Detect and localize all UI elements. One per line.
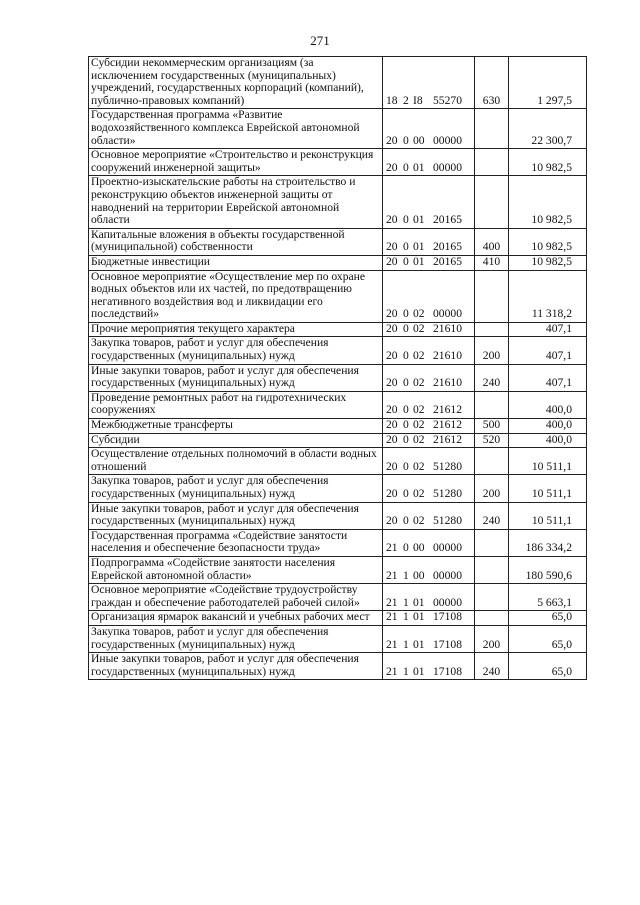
cell-c2: 1 [403, 664, 409, 678]
cell-c4: 21612 [433, 403, 462, 417]
row-target-code [383, 57, 475, 109]
row-expense-type [475, 653, 509, 680]
row-target-code [383, 653, 475, 680]
cell-name: Закупка товаров, работ и услуг для обеспечения государственных (муниципальных) нужд [91, 336, 329, 363]
cell-c1: 20 [386, 418, 398, 432]
cell-c2: 0 [403, 459, 409, 473]
row-expense-type [475, 419, 509, 434]
row-expense-type [475, 176, 509, 228]
row-amount [509, 270, 587, 322]
table-row [89, 228, 587, 255]
row-expense-type [475, 529, 509, 556]
cell-name: Иные закупки товаров, работ и услуг для обеспечения государственных (муниципальных) нужд [91, 652, 359, 678]
table-row [89, 584, 587, 611]
cell-sum: 10 982,5 [531, 254, 572, 268]
row-amount [509, 57, 587, 109]
cell-c3: 02 [413, 418, 425, 432]
row-expense-type [475, 475, 509, 502]
cell-c2: 0 [403, 487, 409, 500]
row-expense-type [475, 556, 509, 583]
row-target-code [383, 255, 475, 270]
row-target-code [383, 228, 475, 255]
cell-c4: 00000 [433, 133, 462, 147]
table-row [89, 337, 587, 364]
table-row [89, 448, 587, 475]
table-row [89, 529, 587, 556]
cell-sum: 10 982,5 [531, 160, 572, 174]
cell-c4: 21610 [433, 376, 462, 390]
row-name [89, 109, 383, 149]
cell-c3: 02 [413, 459, 425, 473]
cell-sum: 5 663,1 [537, 595, 572, 609]
cell-c2: 0 [403, 403, 409, 417]
table-row [89, 270, 587, 322]
cell-c4: 17108 [433, 610, 462, 624]
row-expense-type [475, 584, 509, 611]
row-target-code [383, 448, 475, 475]
row-target-code [383, 337, 475, 364]
cell-c3: 01 [413, 595, 425, 609]
row-amount [509, 255, 587, 270]
cell-name: Подпрограмма «Содействие занятости населения Еврейской автономной области» [91, 555, 336, 582]
row-amount [509, 529, 587, 556]
cell-name: Осуществление отдельных полномочий в области водных отношений [91, 447, 377, 473]
cell-name: Капитальные вложения в объекты государственной (муниципальной) собственности [91, 227, 345, 254]
row-name [89, 364, 383, 391]
cell-c2: 0 [403, 376, 409, 390]
table-row [89, 556, 587, 583]
cell-sum: 10 511,1 [531, 487, 572, 500]
row-expense-type [475, 322, 509, 337]
cell-c4: 17108 [433, 637, 462, 651]
cell-c3: 02 [413, 487, 425, 500]
cell-c3: 01 [413, 240, 425, 254]
cell-name: Основное мероприятие «Строительство и реконструкция сооружений инженерной защиты» [91, 148, 374, 174]
cell-c2: 0 [403, 213, 409, 227]
row-target-code [383, 433, 475, 448]
row-amount [509, 475, 587, 502]
cell-sum: 10 511,1 [531, 514, 572, 528]
row-target-code [383, 176, 475, 228]
cell-sum: 10 982,5 [531, 213, 572, 227]
cell-sum: 400,0 [545, 403, 572, 417]
cell-c1: 20 [386, 349, 398, 363]
row-name [89, 337, 383, 364]
row-amount [509, 364, 587, 391]
row-amount [509, 502, 587, 529]
table-row [89, 475, 587, 502]
cell-c1: 21 [386, 637, 398, 651]
cell-c4: 55270 [433, 93, 462, 107]
table-row [89, 57, 587, 109]
cell-vr: 410 [482, 254, 501, 268]
table-row [89, 653, 587, 680]
row-name [89, 584, 383, 611]
cell-c3: 02 [413, 321, 425, 335]
cell-sum: 10 511,1 [531, 459, 572, 473]
row-target-code [383, 270, 475, 322]
cell-sum: 65,0 [551, 610, 572, 624]
cell-name: Основное мероприятие «Содействие трудоустройству граждан и обеспечение работодателей рабочей силой» [91, 583, 360, 609]
cell-c4: 21612 [433, 432, 462, 446]
table-row [89, 176, 587, 228]
cell-c3: 02 [413, 376, 425, 390]
cell-name: Иные закупки товаров, работ и услуг для обеспечения государственных (муниципальных) нужд [91, 363, 359, 390]
cell-sum: 400,0 [545, 418, 572, 432]
row-name [89, 502, 383, 529]
row-expense-type [475, 270, 509, 322]
row-expense-type [475, 433, 509, 448]
table-row [89, 364, 587, 391]
row-expense-type [475, 625, 509, 652]
row-target-code [383, 584, 475, 611]
cell-c2: 0 [403, 432, 409, 446]
cell-vr: 400 [482, 240, 501, 254]
row-name [89, 57, 383, 109]
cell-sum: 1 297,5 [537, 93, 572, 107]
row-target-code [383, 322, 475, 337]
row-name [89, 149, 383, 176]
table-row [89, 625, 587, 652]
cell-c4: 21610 [433, 321, 462, 335]
cell-c1: 21 [386, 568, 398, 582]
row-target-code [383, 391, 475, 418]
row-amount [509, 176, 587, 228]
row-name [89, 391, 383, 418]
cell-c1: 18 [386, 93, 398, 107]
row-target-code [383, 109, 475, 149]
cell-c4: 20165 [433, 240, 462, 254]
cell-c2: 0 [403, 349, 409, 363]
cell-c1: 21 [386, 664, 398, 678]
table-row [89, 419, 587, 434]
cell-sum: 400,0 [545, 432, 572, 446]
cell-c2: 0 [403, 160, 409, 174]
cell-c2: 0 [403, 240, 409, 254]
row-name [89, 176, 383, 228]
cell-c1: 20 [386, 432, 398, 446]
cell-c1: 20 [386, 213, 398, 227]
row-target-code [383, 149, 475, 176]
table-row [89, 391, 587, 418]
table-row [89, 502, 587, 529]
row-amount [509, 149, 587, 176]
cell-vr: 200 [482, 349, 501, 363]
table-row [89, 149, 587, 176]
row-amount [509, 419, 587, 434]
cell-c2: 1 [403, 568, 409, 582]
cell-c4: 17108 [433, 664, 462, 678]
cell-sum: 11 318,2 [531, 307, 572, 321]
cell-vr: 200 [482, 487, 501, 500]
cell-c2: 0 [403, 514, 409, 528]
cell-sum: 65,0 [551, 637, 572, 651]
row-target-code [383, 611, 475, 626]
table-row [89, 611, 587, 626]
cell-c4: 20165 [433, 254, 462, 268]
row-name [89, 322, 383, 337]
cell-c1: 20 [386, 487, 398, 500]
row-amount [509, 625, 587, 652]
cell-c4: 21610 [433, 349, 462, 363]
cell-c1: 20 [386, 514, 398, 528]
cell-name: Проведение ремонтных работ на гидротехнических сооружениях [91, 390, 347, 417]
cell-c3: 01 [413, 637, 425, 651]
cell-c1: 21 [386, 610, 398, 624]
row-target-code [383, 364, 475, 391]
row-expense-type [475, 109, 509, 149]
row-target-code [383, 475, 475, 502]
cell-c3: 01 [413, 213, 425, 227]
cell-c4: 00000 [433, 595, 462, 609]
row-name [89, 255, 383, 270]
cell-sum: 180 590,6 [525, 568, 572, 582]
row-amount [509, 584, 587, 611]
row-expense-type [475, 149, 509, 176]
row-expense-type [475, 364, 509, 391]
cell-c2: 1 [403, 595, 409, 609]
cell-c4: 51280 [433, 487, 462, 500]
row-amount [509, 109, 587, 149]
cell-c4: 51280 [433, 459, 462, 473]
cell-c1: 20 [386, 459, 398, 473]
row-amount [509, 611, 587, 626]
cell-c2: 0 [403, 254, 409, 268]
cell-vr: 240 [482, 664, 501, 678]
cell-c4: 20165 [433, 213, 462, 227]
cell-name: Субсидии некоммерческим организациям (за исключением государственных (муниципальных) учреждений, государственных корпораций (компаний), публично-правовых компаний) [91, 56, 364, 107]
cell-c3: 01 [413, 664, 425, 678]
row-name [89, 625, 383, 652]
cell-sum: 407,1 [545, 376, 572, 390]
table-row [89, 255, 587, 270]
cell-c3: 01 [413, 160, 425, 174]
cell-name: Субсидии [91, 432, 140, 446]
row-name [89, 419, 383, 434]
cell-c3: 00 [413, 133, 425, 147]
cell-c1: 21 [386, 595, 398, 609]
cell-c1: 20 [386, 307, 398, 321]
cell-c3: 02 [413, 432, 425, 446]
cell-c1: 20 [386, 403, 398, 417]
row-amount [509, 391, 587, 418]
cell-vr: 240 [482, 376, 501, 390]
row-target-code [383, 419, 475, 434]
cell-name: Бюджетные инвестиции [91, 254, 211, 268]
cell-c2: 1 [403, 610, 409, 624]
row-amount [509, 653, 587, 680]
row-amount [509, 337, 587, 364]
cell-sum: 407,1 [545, 321, 572, 335]
row-expense-type [475, 502, 509, 529]
cell-vr: 200 [482, 637, 501, 651]
cell-c2: 2 [403, 93, 409, 107]
cell-c4: 00000 [433, 568, 462, 582]
row-expense-type [475, 448, 509, 475]
row-expense-type [475, 228, 509, 255]
budget-table [88, 56, 587, 680]
row-name [89, 529, 383, 556]
cell-c4: 21612 [433, 418, 462, 432]
row-amount [509, 228, 587, 255]
cell-c3: 02 [413, 349, 425, 363]
table-row [89, 322, 587, 337]
table-row [89, 433, 587, 448]
cell-sum: 22 300,7 [531, 133, 572, 147]
cell-c3: 02 [413, 307, 425, 321]
page-number: 271 [310, 33, 330, 48]
budget-table-body [89, 57, 587, 680]
row-name [89, 433, 383, 448]
cell-vr: 240 [482, 514, 501, 528]
row-name [89, 475, 383, 502]
row-target-code [383, 529, 475, 556]
row-name [89, 228, 383, 255]
cell-name: Прочие мероприятия текущего характера [91, 321, 295, 335]
cell-c1: 20 [386, 160, 398, 174]
cell-name: Основное мероприятие «Осуществление мер по охране водных объектов или их частей, по предотвращению негативного воздействия вод и ликвидации его последствий» [91, 269, 366, 321]
cell-c3: 02 [413, 403, 425, 417]
cell-name: Организация ярмарок вакансий и учебных рабочих мест [91, 610, 370, 624]
row-amount [509, 448, 587, 475]
cell-name: Государственная программа «Содействие занятости населения и обеспечение безопасности труда» [91, 528, 348, 555]
cell-c3: 00 [413, 568, 425, 582]
row-expense-type [475, 611, 509, 626]
row-amount [509, 556, 587, 583]
cell-c2: 1 [403, 637, 409, 651]
cell-sum: 407,1 [545, 349, 572, 363]
cell-sum: 186 334,2 [525, 541, 572, 555]
cell-c3: 00 [413, 541, 425, 555]
cell-c3: I8 [413, 93, 423, 107]
row-target-code [383, 502, 475, 529]
cell-name: Закупка товаров, работ и услуг для обеспечения государственных (муниципальных) нужд [91, 474, 329, 500]
cell-name: Межбюджетные трансферты [91, 418, 233, 432]
cell-c2: 0 [403, 307, 409, 321]
cell-name: Закупка товаров, работ и услуг для обеспечения государственных (муниципальных) нужд [91, 624, 329, 651]
cell-c3: 01 [413, 610, 425, 624]
cell-c4: 00000 [433, 160, 462, 174]
cell-c1: 20 [386, 321, 398, 335]
row-expense-type [475, 57, 509, 109]
cell-c1: 20 [386, 376, 398, 390]
cell-c2: 0 [403, 321, 409, 335]
cell-name: Проектно-изыскательские работы на строительство и реконструкцию объектов инженерной защиты от наводнений на территории Еврейской автономной области [91, 175, 356, 227]
row-name [89, 270, 383, 322]
cell-vr: 520 [482, 432, 501, 446]
cell-c4: 51280 [433, 514, 462, 528]
cell-name: Государственная программа «Развитие водохозяйственного комплекса Еврейской автономной области» [91, 108, 360, 147]
row-name [89, 611, 383, 626]
cell-vr: 500 [482, 418, 501, 432]
row-expense-type [475, 337, 509, 364]
cell-sum: 65,0 [551, 664, 572, 678]
row-amount [509, 433, 587, 448]
row-amount [509, 322, 587, 337]
cell-c3: 02 [413, 514, 425, 528]
cell-vr: 630 [482, 93, 501, 107]
cell-c2: 0 [403, 418, 409, 432]
row-name [89, 448, 383, 475]
row-name [89, 556, 383, 583]
row-target-code [383, 556, 475, 583]
cell-c4: 00000 [433, 307, 462, 321]
cell-name: Иные закупки товаров, работ и услуг для обеспечения государственных (муниципальных) нужд [91, 501, 359, 528]
cell-c2: 0 [403, 541, 409, 555]
cell-c2: 0 [403, 133, 409, 147]
cell-c1: 20 [386, 133, 398, 147]
row-expense-type [475, 391, 509, 418]
row-expense-type [475, 255, 509, 270]
row-target-code [383, 625, 475, 652]
cell-sum: 10 982,5 [531, 240, 572, 254]
row-name [89, 653, 383, 680]
cell-c1: 20 [386, 254, 398, 268]
table-row [89, 109, 587, 149]
cell-c1: 21 [386, 541, 398, 555]
cell-c1: 20 [386, 240, 398, 254]
cell-c4: 00000 [433, 541, 462, 555]
cell-c3: 01 [413, 254, 425, 268]
